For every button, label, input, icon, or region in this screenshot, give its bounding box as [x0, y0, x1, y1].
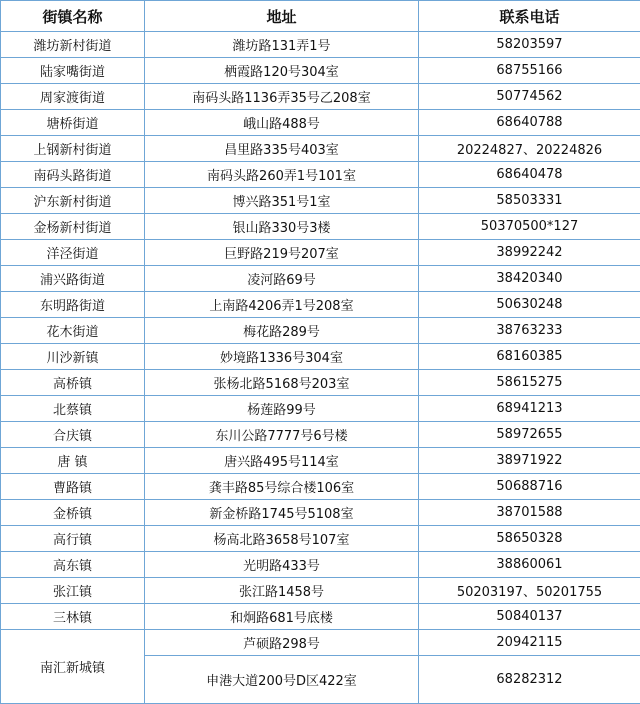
table-row [1, 240, 640, 266]
table-row [1, 162, 640, 188]
address-cell: 银山路330号3楼 [145, 214, 419, 240]
table-row [1, 448, 640, 474]
town-name-cell: 北蔡镇 [1, 396, 145, 422]
address-cell: 峨山路488号 [145, 110, 419, 136]
table-row [1, 422, 640, 448]
table-body [1, 32, 640, 704]
town-name-cell: 高行镇 [1, 526, 145, 552]
phone-cell: 20224827、20224826 [419, 136, 640, 162]
town-name-cell: 高桥镇 [1, 370, 145, 396]
address-cell: 昌里路335号403室 [145, 136, 419, 162]
town-name-cell: 南码头路街道 [1, 162, 145, 188]
address-cell: 杨莲路99号 [145, 396, 419, 422]
town-name-cell: 川沙新镇 [1, 344, 145, 370]
address-cell: 梅花路289号 [145, 318, 419, 344]
table-row [1, 604, 640, 630]
address-cell: 南码头路1136弄35号乙208室 [145, 84, 419, 110]
table-row [1, 58, 640, 84]
table-row [1, 84, 640, 110]
table-row [1, 32, 640, 58]
phone-cell: 68941213 [419, 396, 640, 422]
address-cell: 芦硕路298号 [145, 630, 419, 656]
table-row [1, 370, 640, 396]
address-cell: 南码头路260弄1号101室 [145, 162, 419, 188]
phone-cell: 68160385 [419, 344, 640, 370]
address-cell: 申港大道200号D区422室 [145, 656, 419, 704]
town-name-cell: 金杨新村街道 [1, 214, 145, 240]
table-row [1, 578, 640, 604]
table-row [1, 526, 640, 552]
address-cell: 栖霞路120号304室 [145, 58, 419, 84]
town-name-cell: 南汇新城镇 [1, 630, 145, 704]
address-cell: 东川公路7777号6号楼 [145, 422, 419, 448]
table-row [1, 552, 640, 578]
phone-cell: 20942115 [419, 630, 640, 656]
phone-cell: 68755166 [419, 58, 640, 84]
address-cell: 龚丰路85号综合楼106室 [145, 474, 419, 500]
town-name-cell: 高东镇 [1, 552, 145, 578]
town-name-cell: 沪东新村街道 [1, 188, 145, 214]
town-name-cell: 陆家嘴街道 [1, 58, 145, 84]
table-row [1, 318, 640, 344]
phone-cell: 38860061 [419, 552, 640, 578]
phone-cell: 68640788 [419, 110, 640, 136]
header-phone: 联系电话 [419, 1, 640, 32]
town-name-cell: 上钢新村街道 [1, 136, 145, 162]
phone-cell: 50203197、50201755 [419, 578, 640, 604]
phone-cell: 50688716 [419, 474, 640, 500]
address-cell: 潍坊路131弄1号 [145, 32, 419, 58]
town-name-cell: 金桥镇 [1, 500, 145, 526]
address-cell: 凌河路69号 [145, 266, 419, 292]
table-row [1, 214, 640, 240]
phone-cell: 50774562 [419, 84, 640, 110]
town-name-cell: 潍坊新村街道 [1, 32, 145, 58]
address-cell: 杨高北路3658号107室 [145, 526, 419, 552]
address-cell: 上南路4206弄1号208室 [145, 292, 419, 318]
table-row [1, 396, 640, 422]
phone-cell: 58503331 [419, 188, 640, 214]
town-name-cell: 唐 镇 [1, 448, 145, 474]
phone-cell: 50630248 [419, 292, 640, 318]
header-address: 地址 [145, 1, 419, 32]
address-cell: 光明路433号 [145, 552, 419, 578]
town-name-cell: 花木街道 [1, 318, 145, 344]
town-name-cell: 曹路镇 [1, 474, 145, 500]
table-row [1, 110, 640, 136]
town-name-cell: 东明路街道 [1, 292, 145, 318]
table-row [1, 474, 640, 500]
town-name-cell: 周家渡街道 [1, 84, 145, 110]
table-row [1, 188, 640, 214]
phone-cell: 38763233 [419, 318, 640, 344]
table-row [1, 344, 640, 370]
table-row [1, 500, 640, 526]
phone-cell: 38992242 [419, 240, 640, 266]
town-name-cell: 三林镇 [1, 604, 145, 630]
table-row [1, 630, 640, 656]
header-town-name: 街镇名称 [1, 1, 145, 32]
address-cell: 巨野路219号207室 [145, 240, 419, 266]
phone-cell: 68640478 [419, 162, 640, 188]
table-row [1, 266, 640, 292]
phone-cell: 58203597 [419, 32, 640, 58]
address-cell: 博兴路351号1室 [145, 188, 419, 214]
address-cell: 唐兴路495号114室 [145, 448, 419, 474]
address-cell: 妙境路1336号304室 [145, 344, 419, 370]
table-header-row [1, 1, 640, 32]
town-name-cell: 张江镇 [1, 578, 145, 604]
address-cell: 张江路1458号 [145, 578, 419, 604]
phone-cell: 50370500*127 [419, 214, 640, 240]
phone-cell: 58972655 [419, 422, 640, 448]
town-name-cell: 合庆镇 [1, 422, 145, 448]
phone-cell: 38420340 [419, 266, 640, 292]
phone-cell: 68282312 [419, 656, 640, 704]
address-cell: 和炯路681号底楼 [145, 604, 419, 630]
address-cell: 新金桥路1745号5108室 [145, 500, 419, 526]
town-name-cell: 塘桥街道 [1, 110, 145, 136]
address-cell: 张杨北路5168号203室 [145, 370, 419, 396]
town-name-cell: 浦兴路街道 [1, 266, 145, 292]
table-row [1, 292, 640, 318]
phone-cell: 38701588 [419, 500, 640, 526]
phone-cell: 58615275 [419, 370, 640, 396]
table-row [1, 136, 640, 162]
phone-cell: 58650328 [419, 526, 640, 552]
phone-cell: 38971922 [419, 448, 640, 474]
phone-cell: 50840137 [419, 604, 640, 630]
town-name-cell: 洋泾街道 [1, 240, 145, 266]
